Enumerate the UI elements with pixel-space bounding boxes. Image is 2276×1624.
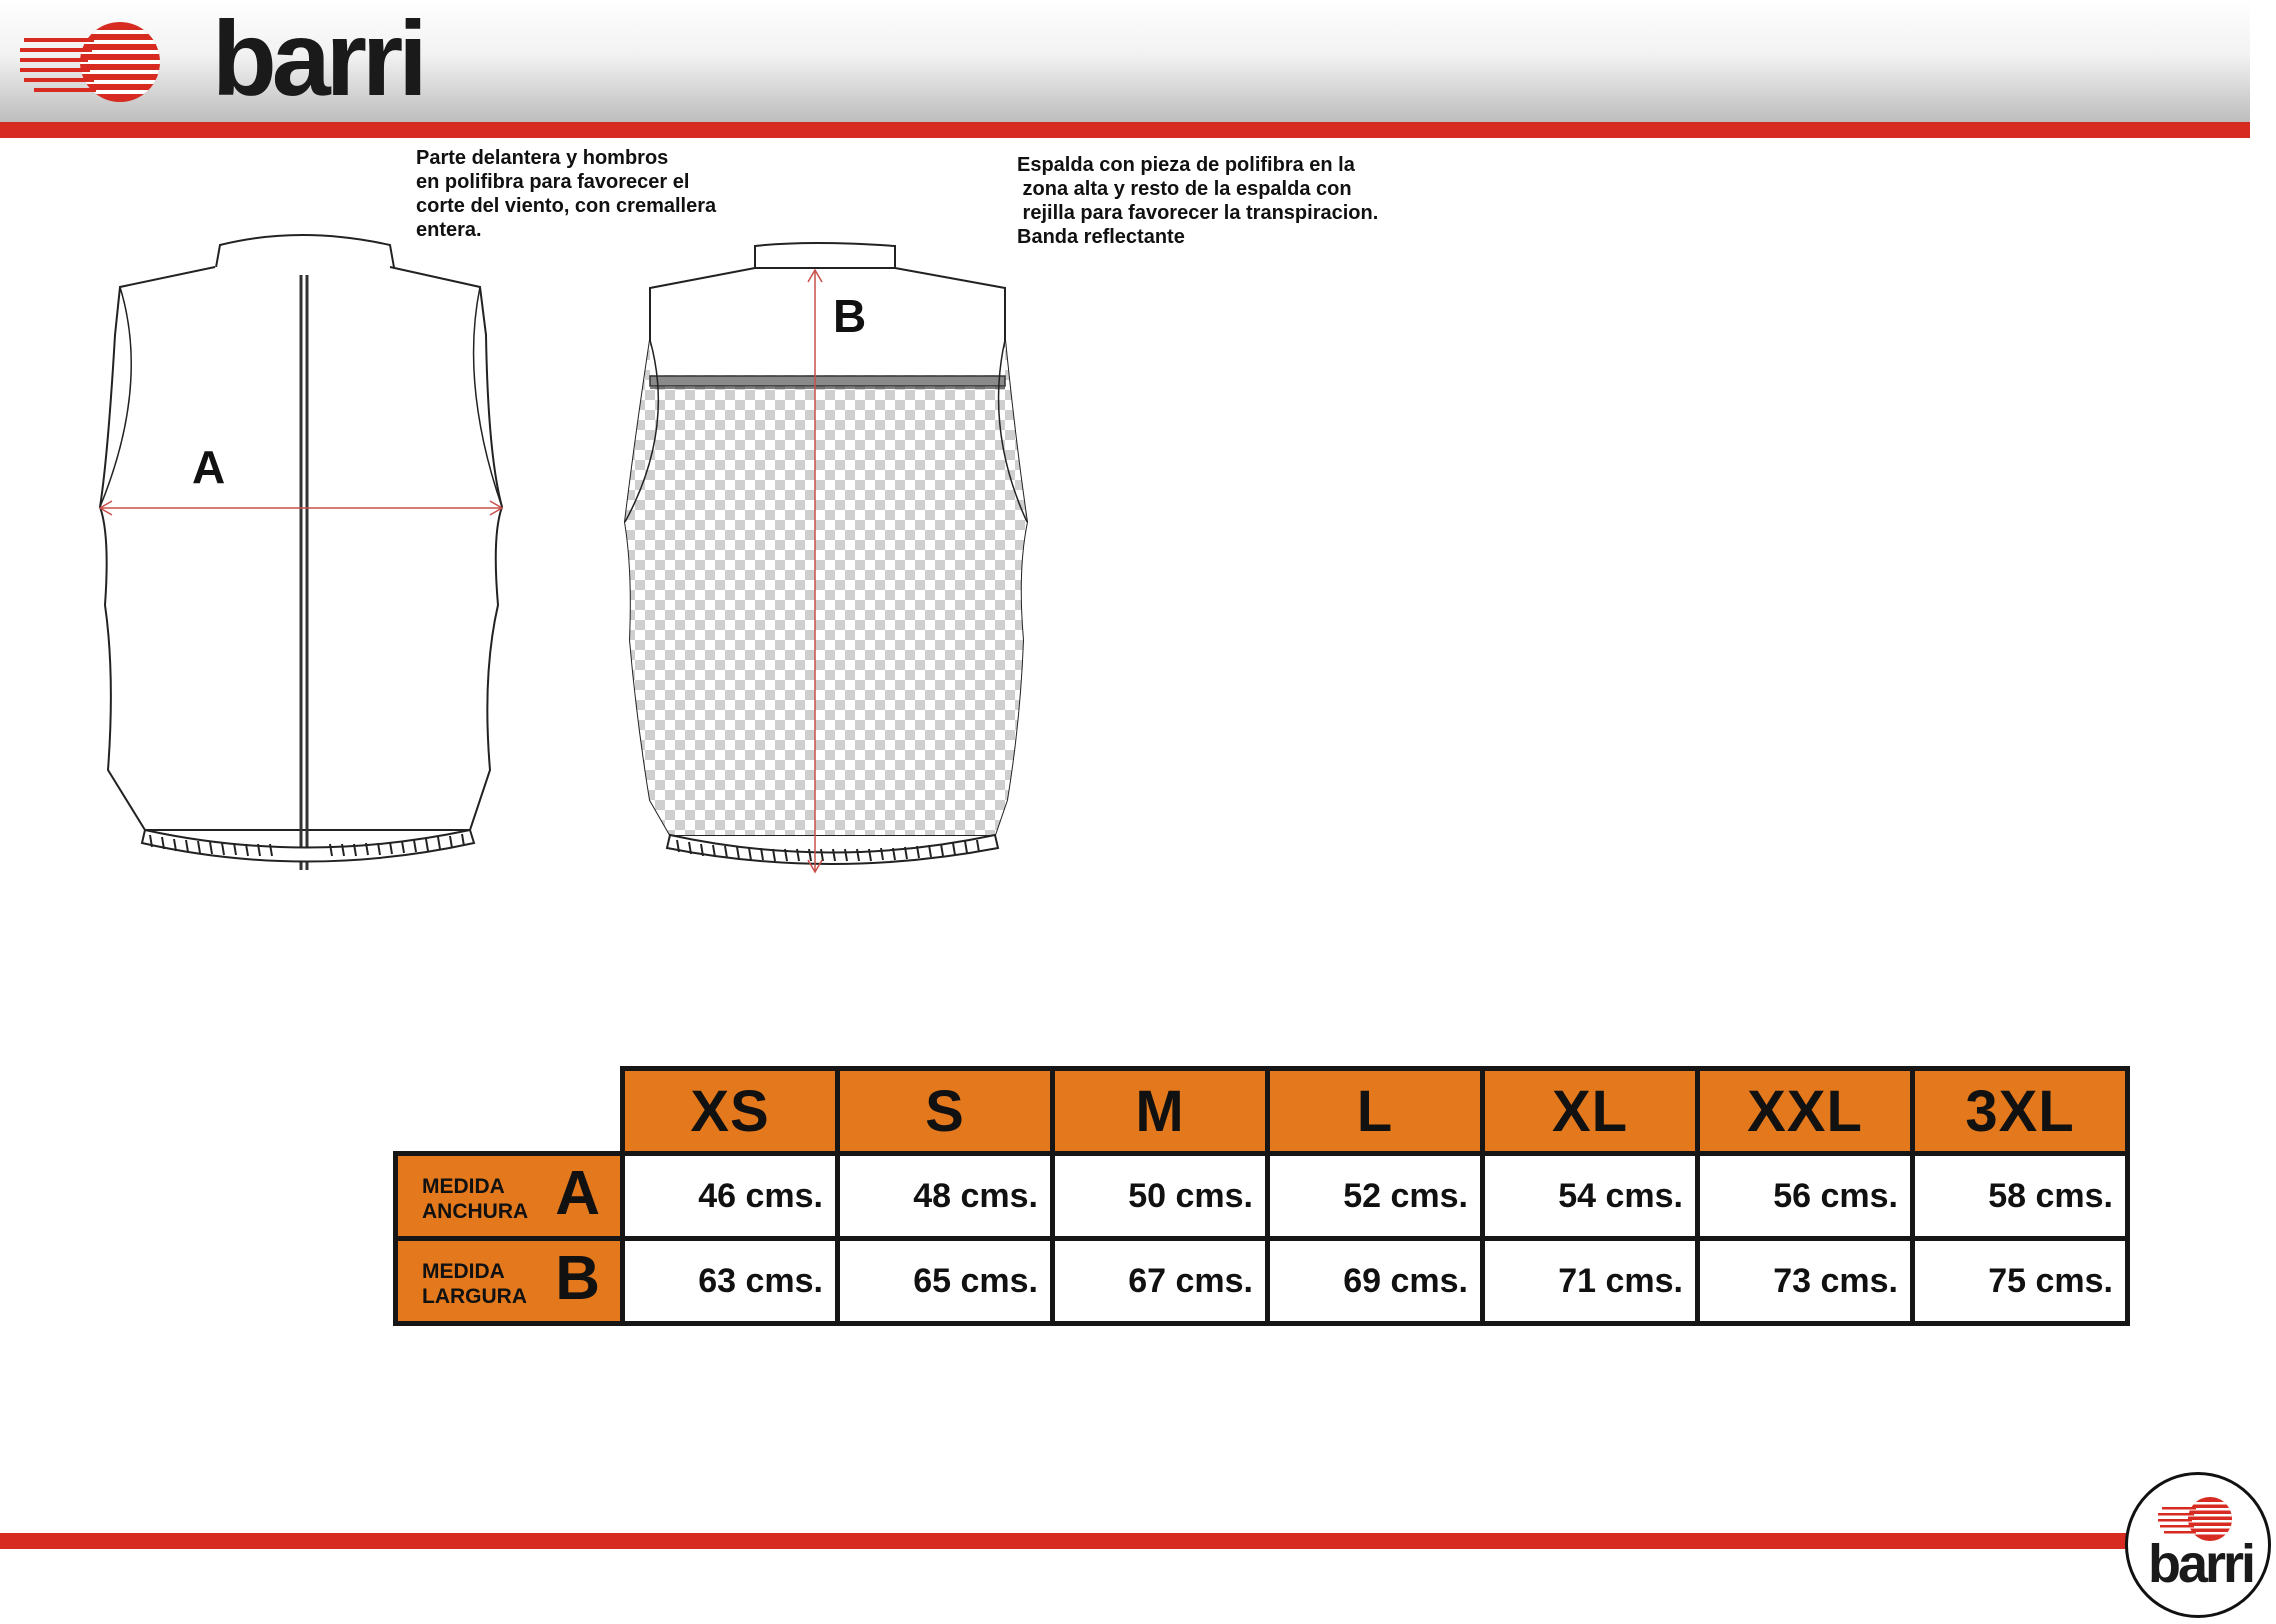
back-description-line: rejilla para favorecer la transpiracion. — [1017, 202, 1379, 224]
length-value-3xl: 75 cms. — [1913, 1239, 2128, 1324]
width-row — [396, 1154, 2128, 1239]
back-description-line: zona alta y resto de la espalda con — [1017, 178, 1352, 200]
table-corner — [396, 1069, 623, 1154]
width-value-m: 50 cms. — [1053, 1154, 1268, 1239]
front-vest-drawing — [90, 225, 530, 880]
size-header-s: S — [838, 1069, 1053, 1154]
back-description-line: Espalda con pieza de polifibra en la — [1017, 154, 1355, 176]
front-description-line: en polifibra para favorecer el — [416, 171, 690, 193]
length-value-xs: 63 cms. — [623, 1239, 838, 1324]
length-row-header — [396, 1239, 623, 1324]
back-vest-drawing — [615, 240, 1055, 880]
width-row-label: MEDIDA ANCHURA — [422, 1175, 529, 1223]
brand-wordmark: barri — [212, 0, 423, 118]
header-red-stripe — [0, 122, 2250, 138]
length-value-l: 69 cms. — [1268, 1239, 1483, 1324]
length-value-xl: 71 cms. — [1483, 1239, 1698, 1324]
width-row-header — [396, 1154, 623, 1239]
back-description-line: Banda reflectante — [1017, 226, 1185, 248]
width-value-xl: 54 cms. — [1483, 1154, 1698, 1239]
front-description-line: corte del viento, con cremallera — [416, 195, 717, 217]
front-measure-label: A — [192, 441, 226, 493]
width-value-s: 48 cms. — [838, 1154, 1053, 1239]
length-value-s: 65 cms. — [838, 1239, 1053, 1324]
barri-logo-mark-icon — [20, 18, 220, 108]
width-value-l: 52 cms. — [1268, 1154, 1483, 1239]
size-table — [393, 1066, 2130, 1326]
size-header-m: M — [1053, 1069, 1268, 1154]
width-row-letter: A — [555, 1159, 600, 1228]
back-description — [1017, 153, 1378, 249]
length-value-xxl: 73 cms. — [1698, 1239, 1913, 1324]
width-value-3xl: 58 cms. — [1913, 1154, 2128, 1239]
length-row-letter: B — [555, 1244, 600, 1313]
size-header-3xl: 3XL — [1913, 1069, 2128, 1154]
front-description-line: Parte delantera y hombros — [416, 147, 669, 169]
length-row — [396, 1239, 2128, 1324]
front-description-line: entera. — [416, 219, 482, 241]
footer-logo-badge — [2125, 1472, 2271, 1618]
barri-logo — [20, 0, 423, 118]
size-header-xxl: XXL — [1698, 1069, 1913, 1154]
footer-wordmark: barri — [2148, 1534, 2254, 1594]
length-value-m: 67 cms. — [1053, 1239, 1268, 1324]
back-measure-label: B — [833, 290, 867, 342]
size-header-xs: XS — [623, 1069, 838, 1154]
footer-red-stripe — [0, 1533, 2135, 1549]
width-value-xs: 46 cms. — [623, 1154, 838, 1239]
size-header-l: L — [1268, 1069, 1483, 1154]
width-value-xxl: 56 cms. — [1698, 1154, 1913, 1239]
size-header-xl: XL — [1483, 1069, 1698, 1154]
size-header-row — [396, 1069, 2128, 1154]
length-row-label: MEDIDA LARGURA — [422, 1260, 527, 1308]
